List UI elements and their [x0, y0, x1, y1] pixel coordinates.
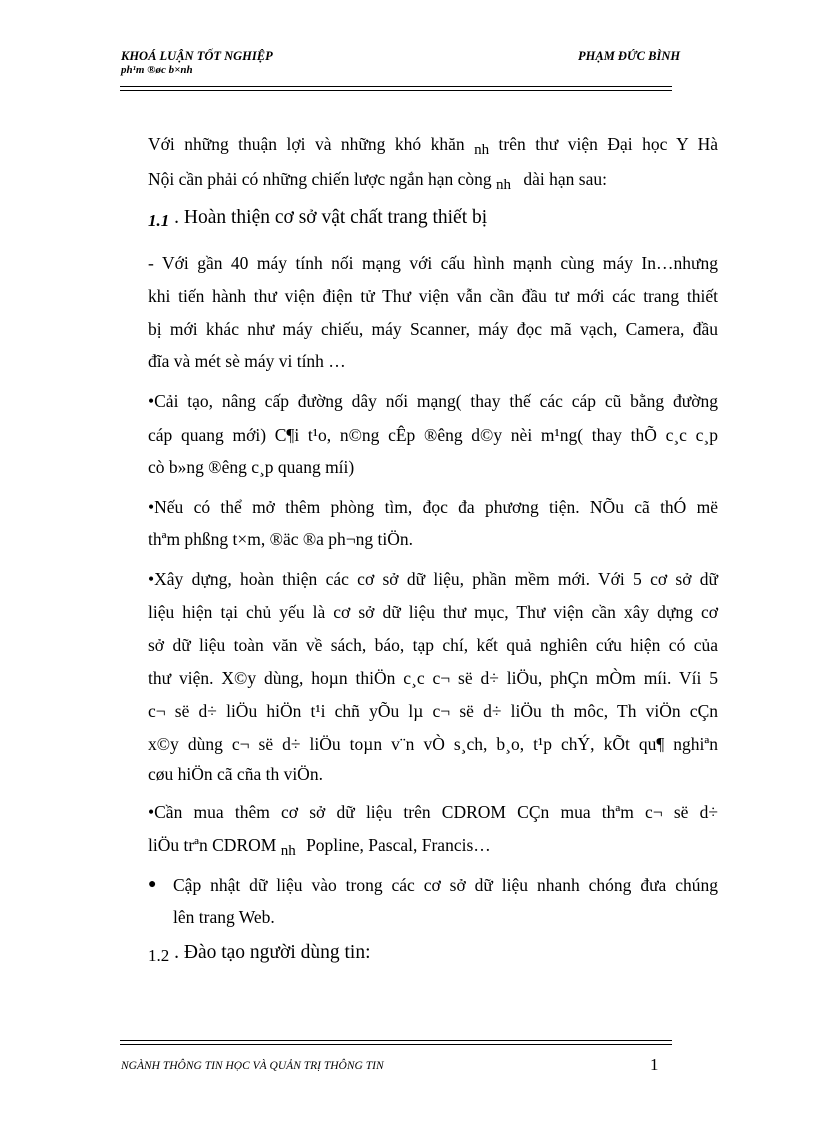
paragraph-line: cáp quang mới) C¶i t¹o, n©ng cÊp ®êng d©y nèi m¹ng( thay thÕ c¸c c¸p	[148, 425, 718, 445]
paragraph-line: - Với gần 40 máy tính nối mạng với cấu hình mạnh cùng máy In…nhưng	[148, 253, 718, 273]
paragraph-line: cò b»ng ®êng c¸p quang míi)	[148, 457, 355, 477]
paragraph-line: đĩa và mét sè máy vi tính …	[148, 351, 346, 371]
paragraph-line: x©y dùng c¬ së d÷ liÖu toµn v¨n vÒ s¸ch, b¸o, t¹p chÝ, kÕt qu¶ nghiªn	[148, 734, 718, 754]
paragraph-line: liệu hiện tại chủ yếu là cơ sở dữ liệu thư mục, Thư viện cần xây dựng cơ	[148, 602, 718, 622]
paragraph-line: sở dữ liệu toàn văn về sách, báo, tạp chí, kết quả nghiên cứu hiện có của	[148, 635, 718, 655]
paragraph-line: bị mới khác như máy chiếu, máy Scanner, máy đọc mã vạch, Camera, đầu	[148, 319, 718, 339]
paragraph-line: thư viện. X©y dùng, hoµn thiÖn c¸c c¬ së d÷ liÖu, phÇn mÒm míi. Víi 5	[148, 668, 718, 688]
paragraph-line: Nội cần phải có những chiến lược ngắn hạn còng nh dài hạn sau:	[148, 169, 607, 193]
paragraph-line: khi tiến hành thư viện điện tử Thư viện vẫn cần đầu tư mới các trang thiết	[148, 286, 718, 306]
header-left-title: KHOÁ LUẬN TỐT NGHIỆP	[121, 49, 273, 63]
section-heading-1-2: 1.2 . Đào tạo người dùng tin:	[148, 942, 371, 965]
header-author: PHẠM ĐỨC BÌNH	[578, 49, 681, 63]
paragraph-line: c¬ së d÷ liÖu hiÖn t¹i chñ yÕu lµ c¬ së d÷ liÖu th môc, Th viÖn cÇn	[148, 701, 718, 721]
section-heading-1-1: 1.1 . Hoàn thiện cơ sở vật chất trang thiết bị	[148, 207, 488, 230]
paragraph-line: Với những thuận lợi và những khó khăn nh trên thư viện Đại học Y Hà	[148, 134, 719, 158]
paragraph-line: •Cần mua thêm cơ sở dữ liệu trên CDROM CÇn mua thªm c¬ së d÷	[148, 802, 718, 822]
paragraph-line: •Nếu có thể mở thêm phòng tìm, đọc đa phương tiện. NÕu cã thÓ më	[148, 497, 718, 517]
paragraph-line: thªm phßng t×m, ®äc ®a ph¬ng tiÖn.	[148, 529, 414, 549]
header-left-subtitle: ph¹m ®øc b×nh	[121, 64, 193, 76]
paragraph-line: lên trang Web.	[173, 907, 275, 927]
paragraph-line: cøu hiÖn cã cña th viÖn.	[148, 764, 323, 784]
footer-rule	[120, 1040, 672, 1045]
footer-text: NGÀNH THÔNG TIN HỌC VÀ QUẢN TRỊ THÔNG TIN	[121, 1060, 384, 1072]
bullet-icon: ●	[148, 877, 157, 892]
page-number: 1	[650, 1055, 659, 1074]
header-rule	[120, 86, 672, 91]
paragraph-line: •Cải tạo, nâng cấp đường dây nối mạng( thay thế các cáp cũ bằng đường	[148, 391, 718, 411]
paragraph-line: •Xây dựng, hoàn thiện các cơ sở dữ liệu, phần mềm mới. Với 5 cơ sở dữ	[148, 569, 718, 589]
paragraph-line: Cập nhật dữ liệu vào trong các cơ sở dữ liệu nhanh chóng đưa chúng	[173, 875, 718, 895]
paragraph-line: liÖu trªn CDROM nh Popline, Pascal, Francis…	[148, 835, 491, 859]
